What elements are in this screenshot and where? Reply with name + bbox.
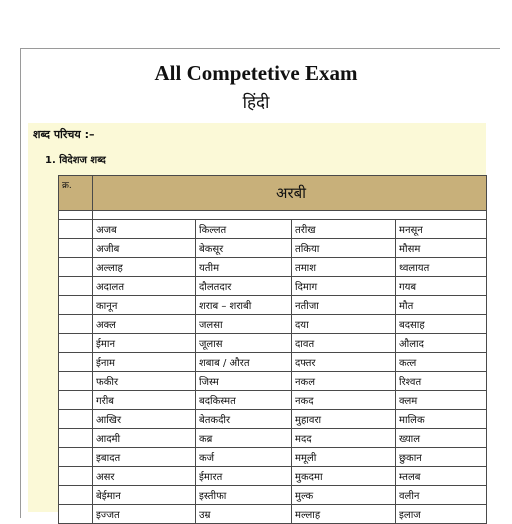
word-cell: नकल	[292, 372, 396, 391]
word-cell: आखिर	[93, 410, 196, 429]
word-cell: वलीन	[396, 486, 487, 505]
word-cell: तरीख	[292, 220, 396, 239]
table-row	[59, 505, 487, 524]
table-row	[59, 277, 487, 296]
word-cell: बेतकदीर	[196, 410, 292, 429]
word-cell: जिस्म	[196, 372, 292, 391]
page-subtitle: हिंदी	[242, 93, 270, 113]
serial-cell	[59, 505, 93, 524]
word-table	[58, 175, 487, 524]
word-cell: रिश्वत	[396, 372, 487, 391]
spacer-row	[59, 211, 487, 220]
word-cell: कानून	[93, 296, 196, 315]
serial-cell	[59, 372, 93, 391]
table-row	[59, 296, 487, 315]
table-row	[59, 429, 487, 448]
word-cell: ईनाम	[93, 353, 196, 372]
word-cell: उम्र	[196, 505, 292, 524]
word-cell: दया	[292, 315, 396, 334]
page-title: All Competetive Exam	[154, 61, 358, 85]
subsection-heading: 1. विदेशज शब्द	[45, 155, 106, 166]
word-cell: मालिक	[396, 410, 487, 429]
word-cell: दौलतदार	[196, 277, 292, 296]
word-cell: मुकदमा	[292, 467, 396, 486]
table-row	[59, 448, 487, 467]
word-cell: बदकिस्मत	[196, 391, 292, 410]
word-cell: मौत	[396, 296, 487, 315]
word-cell: छुकान	[396, 448, 487, 467]
serial-cell	[59, 410, 93, 429]
serial-cell	[59, 220, 93, 239]
table-row	[59, 467, 487, 486]
serial-cell	[59, 353, 93, 372]
word-cell: ख्याल	[396, 429, 487, 448]
word-cell: दिमाग	[292, 277, 396, 296]
word-cell: कर्ज	[196, 448, 292, 467]
serial-cell	[59, 334, 93, 353]
word-cell: मल्लाह	[292, 505, 396, 524]
word-cell: म्तलब	[396, 467, 487, 486]
word-cell: ईमान	[93, 334, 196, 353]
word-cell: इस्तीफा	[196, 486, 292, 505]
serial-cell	[59, 391, 93, 410]
word-cell: किल्लत	[196, 220, 292, 239]
table-body	[59, 220, 487, 524]
serial-header: क्र.	[59, 176, 93, 211]
word-cell: फकीर	[93, 372, 196, 391]
word-cell: अजब	[93, 220, 196, 239]
serial-cell	[59, 486, 93, 505]
word-cell: मौसम	[396, 239, 487, 258]
word-cell: शराब – शराबी	[196, 296, 292, 315]
serial-cell	[59, 258, 93, 277]
serial-cell	[59, 296, 93, 315]
table-row	[59, 315, 487, 334]
word-cell: ममूली	[292, 448, 396, 467]
word-cell: शबाब / औरत	[196, 353, 292, 372]
word-cell: अल्लाह	[93, 258, 196, 277]
word-cell: थ्वलायत	[396, 258, 487, 277]
word-cell: बेकसूर	[196, 239, 292, 258]
word-cell: मुहावरा	[292, 410, 396, 429]
word-cell: कत्ल	[396, 353, 487, 372]
serial-cell	[59, 448, 93, 467]
serial-cell	[59, 239, 93, 258]
word-cell: गरीब	[93, 391, 196, 410]
word-cell: यतीम	[196, 258, 292, 277]
table-row	[59, 239, 487, 258]
word-cell: जूलास	[196, 334, 292, 353]
word-cell: नतीजा	[292, 296, 396, 315]
word-cell: तमाश	[292, 258, 396, 277]
table-row	[59, 220, 487, 239]
word-cell: कब्र	[196, 429, 292, 448]
word-cell: बेईमान	[93, 486, 196, 505]
word-cell: औलाद	[396, 334, 487, 353]
word-cell: आदमी	[93, 429, 196, 448]
word-cell: मुल्क	[292, 486, 396, 505]
word-cell: जलसा	[196, 315, 292, 334]
serial-cell	[59, 277, 93, 296]
word-cell: दावत	[292, 334, 396, 353]
word-cell: असर	[93, 467, 196, 486]
table-row	[59, 353, 487, 372]
table-header-row	[59, 176, 487, 211]
word-cell: तकिया	[292, 239, 396, 258]
table-row	[59, 258, 487, 277]
language-group-header: अरबी	[93, 176, 487, 211]
word-cell: इज्जत	[93, 505, 196, 524]
table-row	[59, 486, 487, 505]
word-cell: इलाज	[396, 505, 487, 524]
word-cell: ईमारत	[196, 467, 292, 486]
table-row	[59, 334, 487, 353]
serial-cell	[59, 467, 93, 486]
word-cell: क्लम	[396, 391, 487, 410]
word-cell: इबादत	[93, 448, 196, 467]
section-heading: शब्द परिचय :–	[33, 128, 95, 141]
word-cell: नकद	[292, 391, 396, 410]
word-cell: अक्ल	[93, 315, 196, 334]
word-cell: अदालत	[93, 277, 196, 296]
serial-cell	[59, 315, 93, 334]
word-cell: मनसून	[396, 220, 487, 239]
table-row	[59, 410, 487, 429]
word-cell: मदद	[292, 429, 396, 448]
serial-cell	[59, 429, 93, 448]
word-cell: बदसाह	[396, 315, 487, 334]
word-cell: गयब	[396, 277, 487, 296]
table-row	[59, 391, 487, 410]
word-cell: अजीब	[93, 239, 196, 258]
word-cell: दफ्तर	[292, 353, 396, 372]
table-row	[59, 372, 487, 391]
